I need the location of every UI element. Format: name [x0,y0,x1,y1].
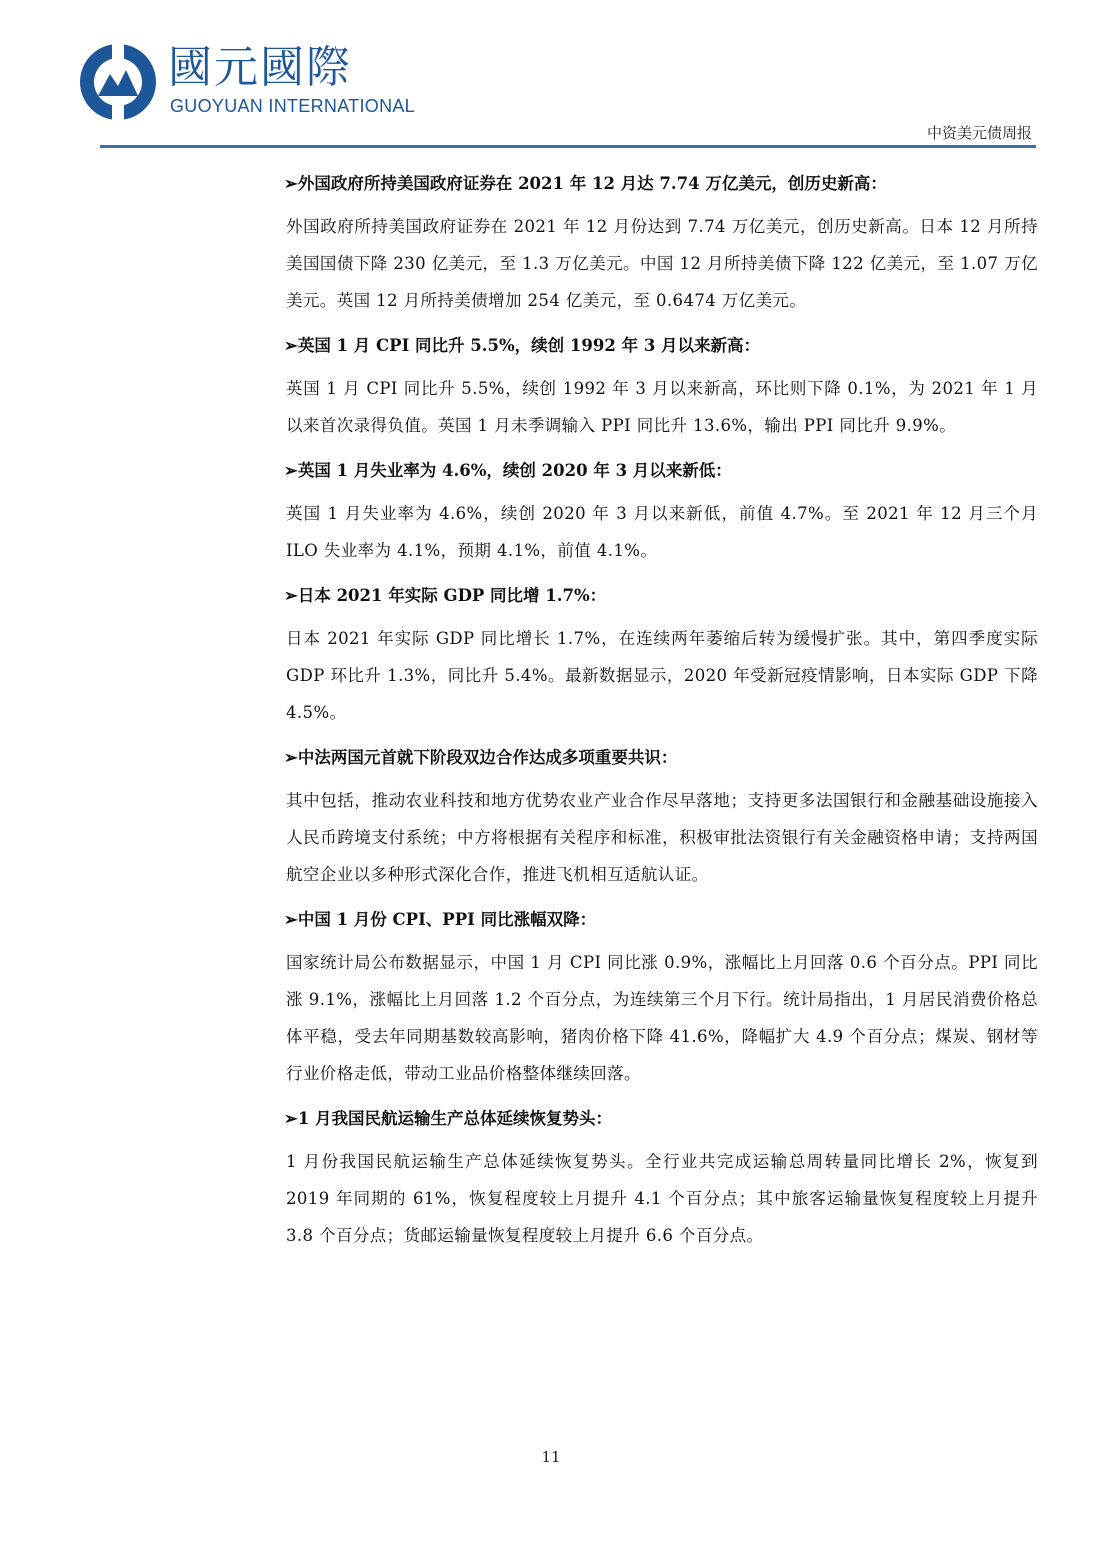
section-body: 英国 1 月失业率为 4.6%，续创 2020 年 3 月以来新低，前值 4.7%。至 2021 年 12 月三个月 ILO 失业率为 4.1%，预期 4.1%，前值 4.1%。 [286,504,1038,560]
news-section [286,332,1038,444]
section-body: 外国政府所持美国政府证券在 2021 年 12 月份达到 7.74 万亿美元，创历史新高。日本 12 月所持美国国债下降 230 亿美元，至 1.3 万亿美元。中国 12 月所持美债下降 122 亿美元，至 1.07 万亿美元。英国 12 月所持美债增加 254 亿美元，至 0.6474 万亿美元。 [286,217,1038,310]
header-divider [100,145,1036,148]
section-title: ➢外国政府所持美国政府证券在 2021 年 12 月达 7.74 万亿美元，创历史新高： [284,174,887,193]
news-section [286,457,1038,569]
section-title: ➢日本 2021 年实际 GDP 同比增 1.7%： [284,586,607,605]
section-title: ➢中法两国元首就下阶段双边合作达成多项重要共识： [284,748,678,767]
page-header [0,0,1102,150]
section-title: ➢1 月我国民航运输生产总体延续恢复势头： [284,1109,613,1128]
section-body: 国家统计局公布数据显示，中国 1 月 CPI 同比涨 0.9%，涨幅比上月回落 0.6 个百分点。PPI 同比涨 9.1%，涨幅比上月回落 1.2 个百分点，为连续第三个月下行。统计局指出，1 月居民消费价格总体平稳，受去年同期基数较高影响，猪肉价格下降 41.6%，降幅扩大 4.9 个百分点；煤炭、钢材等行业价格走低，带动工业品价格整体继续回落。 [286,953,1038,1083]
news-section [286,1105,1038,1254]
news-section [286,582,1038,731]
report-name: 中资美元债周报 [926,124,1032,142]
logo-chinese-name: 國元國際 [168,42,352,93]
company-logo [76,40,415,124]
news-section [286,906,1038,1092]
section-body: 其中包括，推动农业科技和地方优势农业产业合作尽早落地；支持更多法国银行和金融基础设施接入人民币跨境支付系统；中方将根据有关程序和标准，积极审批法资银行有关金融资格申请；支持两国航空企业以多种形式深化合作，推进飞机相互适航认证。 [286,791,1038,884]
news-section [286,744,1038,893]
section-body: 英国 1 月 CPI 同比升 5.5%，续创 1992 年 3 月以来新高，环比则下降 0.1%，为 2021 年 1 月以来首次录得负值。英国 1 月未季调输入 PPI 同比升 13.6%，输出 PPI 同比升 9.9%。 [286,379,1038,435]
section-title: ➢中国 1 月份 CPI、PPI 同比涨幅双降： [284,910,597,929]
section-body: 1 月份我国民航运输生产总体延续恢复势头。全行业共完成运输总周转量同比增长 2%，恢复到 2019 年同期的 61%，恢复程度较上月提升 4.1 个百分点；其中旅客运输量恢复程度较上月提升 3.8 个百分点；货邮运输量恢复程度较上月提升 6.6 个百分点。 [286,1152,1038,1245]
section-title: ➢英国 1 月失业率为 4.6%，续创 2020 年 3 月以来新低： [284,461,732,480]
guoyuan-logo-icon [76,40,160,124]
section-body: 日本 2021 年实际 GDP 同比增长 1.7%，在连续两年萎缩后转为缓慢扩张。其中，第四季度实际 GDP 环比升 1.3%，同比升 5.4%。最新数据显示，2020 年受新冠疫情影响，日本实际 GDP 下降 4.5%。 [286,629,1038,722]
page-content [286,170,1038,1267]
page-number: 11 [541,1448,561,1466]
logo-english-name: GUOYUAN INTERNATIONAL [170,96,415,116]
section-title: ➢英国 1 月 CPI 同比升 5.5%，续创 1992 年 3 月以来新高： [284,336,761,355]
news-section [286,170,1038,319]
